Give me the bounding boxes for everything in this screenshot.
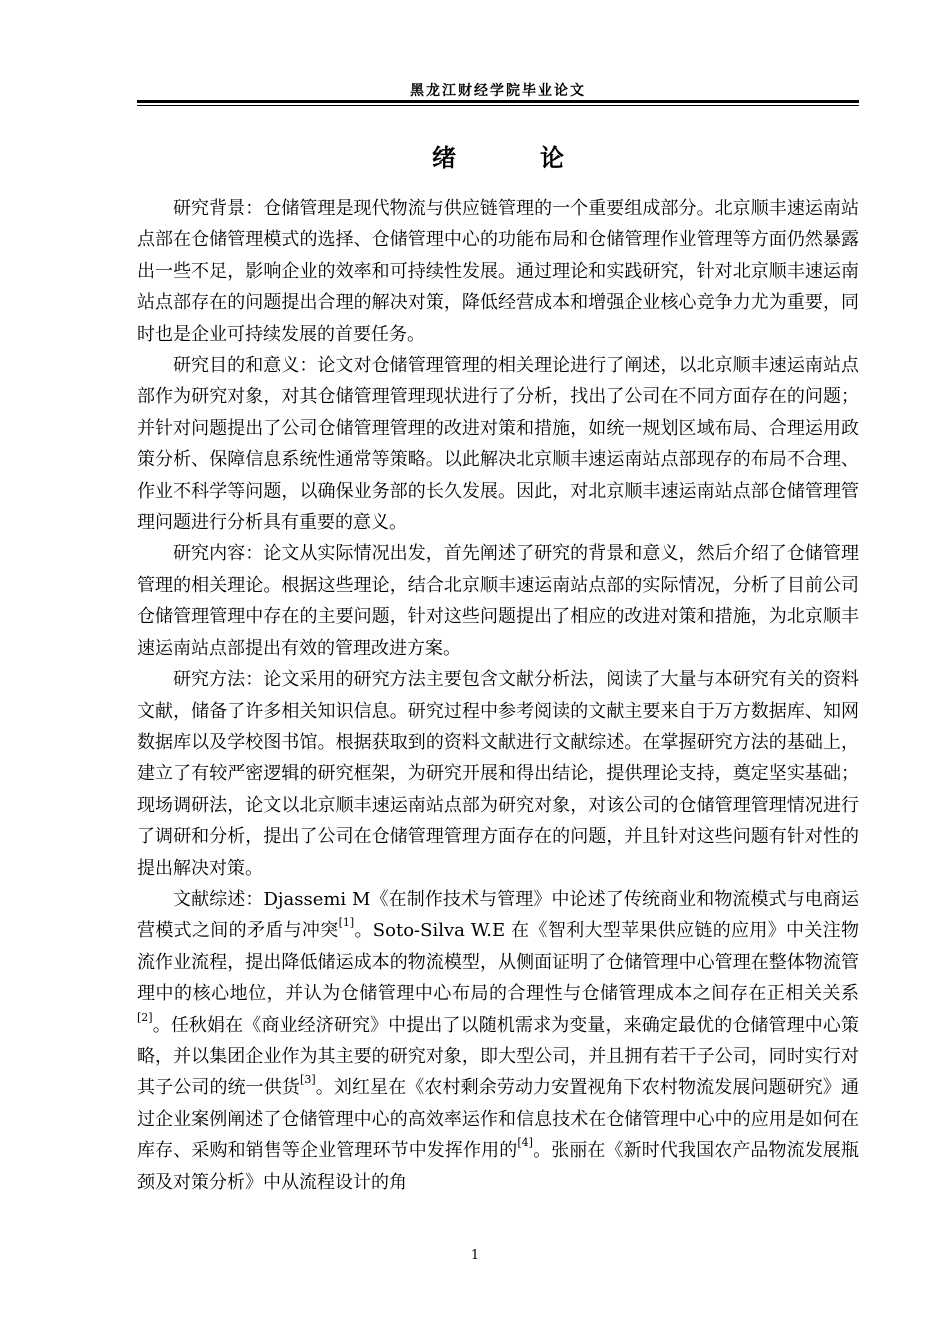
- paragraph: [137, 193, 859, 350]
- page-number: 1: [470, 1248, 480, 1263]
- paragraph-text: 。张丽在《新时代我国农产品物流发展瓶颈及对策分析》中从流程设计的角: [137, 1140, 860, 1193]
- running-header: 黑龙江财经学院毕业论文: [410, 83, 586, 99]
- paragraph-text: 文献综述：Djassemi M《在制作技术与管理》中论述了传统商业和物流模式与电商运营模式之间的矛盾与冲突: [137, 888, 859, 942]
- paragraph: [137, 884, 859, 1198]
- header-rule-thick: [137, 100, 859, 103]
- body-text: [137, 193, 859, 1198]
- citation-marker: [1]: [338, 916, 355, 930]
- paragraph: [137, 664, 859, 884]
- paragraph-text: 研究内容：论文从实际情况出发，首先阐述了研究的背景和意义，然后介绍了仓储管理管理的相关理论。根据这些理论，结合北京顺丰速运南站点部的实际情况，分析了目前公司仓储管理管理中存在的主要问题，针对这些问题提出了相应的改进对策和措施，为北京顺丰速运南站点部提出有效的管理改进方案。: [137, 543, 859, 659]
- chapter-title: 绪 论: [432, 144, 594, 172]
- paragraph-text: 研究方法：论文采用的研究方法主要包含文献分析法，阅读了大量与本研究有关的资料文献，储备了许多相关知识信息。研究过程中参考阅读的文献主要来自于万方数据库、知网数据库以及学校图书馆。根据获取到的资料文献进行文献综述。在掌握研究方法的基础上，建立了有较严密逻辑的研究框架，为研究开展和得出结论，提供理论支持，奠定坚实基础；现场调研法，论文以北京顺丰速运南站点部为研究对象，对该公司的仓储管理管理情况进行了调研和分析，提出了公司在仓储管理管理方面存在的问题，并且针对这些问题有针对性的提出解决对策。: [137, 669, 859, 879]
- paragraph-text: 研究背景：仓储管理是现代物流与供应链管理的一个重要组成部分。北京顺丰速运南站点部在仓储管理模式的选择、仓储管理中心的功能布局和仓储管理作业管理等方面仍然暴露出一些不足，影响企业的效率和可持续性发展。通过理论和实践研究，针对北京顺丰速运南站点部存在的问题提出合理的解决对策，降低经营成本和增强企业核心竞争力尤为重要，同时也是企业可持续发展的首要任务。: [137, 198, 859, 345]
- citation-marker: [3]: [300, 1073, 316, 1087]
- paragraph: [137, 538, 859, 664]
- citation-marker: [2]: [137, 1010, 153, 1024]
- paragraph-text: 。刘红星在《农村剩余劳动力安置视角下农村物流发展问题研究》通过企业案例阐述了仓储管理中心的高效率运作和信息技术在仓储管理中心中的应用是如何在库存、采购和销售等企业管理环节中发挥作用的: [137, 1077, 860, 1162]
- paragraph: [137, 350, 859, 538]
- citation-marker: [4]: [517, 1136, 533, 1150]
- paragraph-text: 研究目的和意义：论文对仓储管理管理的相关理论进行了阐述，以北京顺丰速运南站点部作为研究对象，对其仓储管理管理现状进行了分析，找出了公司在不同方面存在的问题；并针对问题提出了公司仓储管理管理的改进对策和措施，如统一规划区域布局、合理运用政策分析、保障信息系统性通常等策略。以此解决北京顺丰速运南站点部现存的布局不合理、作业不科学等问题，以确保业务部的长久发展。因此，对北京顺丰速运南站点部仓储管理管理问题进行分析具有重要的意义。: [137, 355, 859, 534]
- header-rule-thin: [137, 105, 859, 106]
- paragraph-text: 。Soto-Silva W.E 在《智利大型苹果供应链的应用》中关注物流作业流程，提出降低储运成本的物流模型，从侧面证明了仓储管理中心管理在整体物流管理中的核心地位，并认为仓储管理中心布局的合理性与仓储管理成本之间存在正相关关系: [137, 920, 859, 1005]
- paragraph-text: 。任秋娟在《商业经济研究》中提出了以随机需求为变量，来确定最优的仓储管理中心策略，并以集团企业作为其主要的研究对象，即大型公司，并且拥有若干子公司，同时实行对其子公司的统一供货: [137, 1014, 859, 1099]
